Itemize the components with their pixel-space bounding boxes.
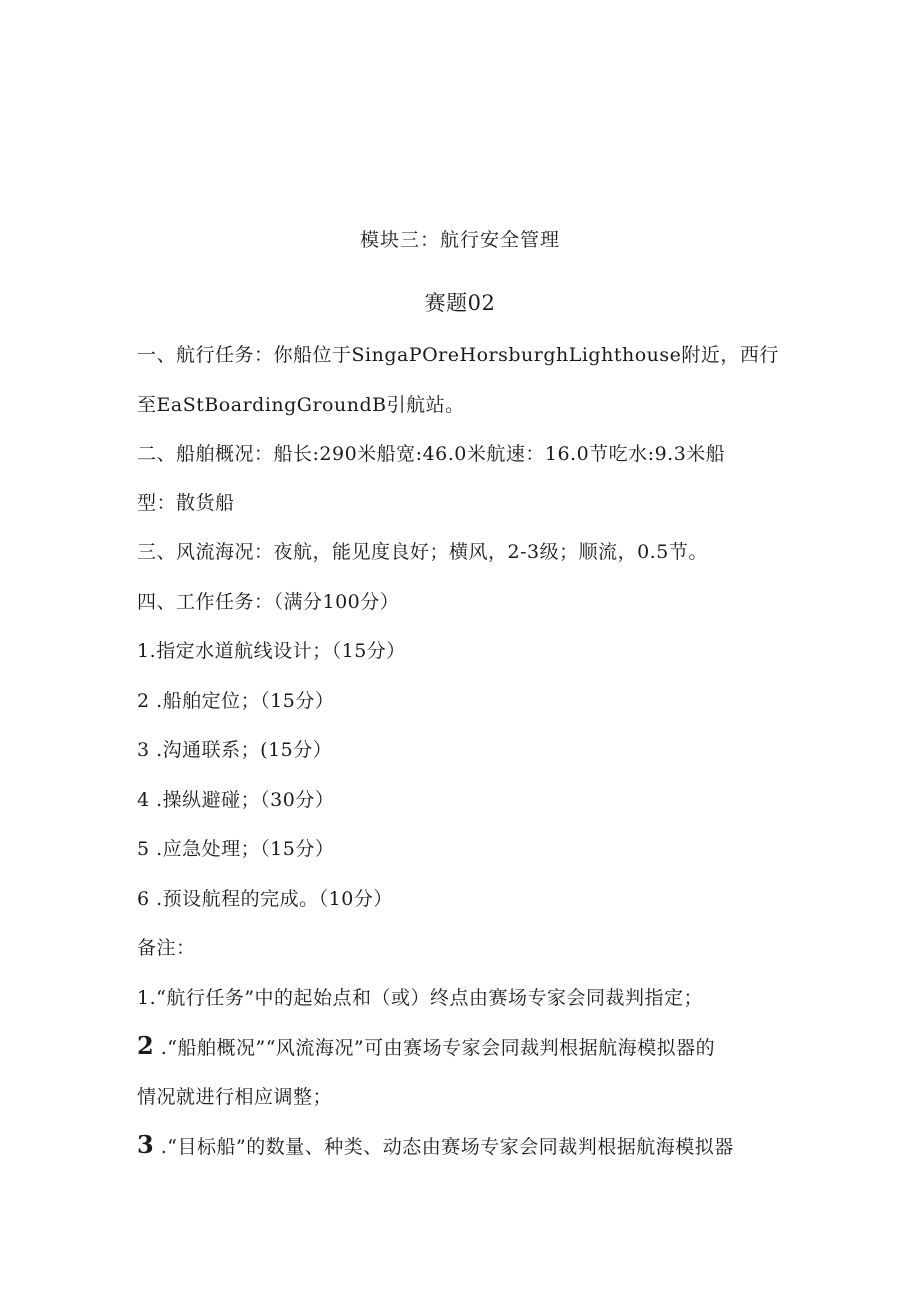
module-title: 模块三：航行安全管理 xyxy=(359,229,560,251)
note-2-text: .“船舶概况”“风流海况”可由赛场专家会同裁判根据航海模拟器的 xyxy=(154,1037,716,1059)
sea-conditions: 三、风流海况：夜航，能见度良好；横风，2-3级；顺流，0.5节。 xyxy=(137,541,708,563)
note-2-line-1 xyxy=(137,1031,716,1060)
task-item: 2 .船舶定位；（15分） xyxy=(137,690,335,712)
exam-title: 赛题02 xyxy=(424,291,496,315)
task-item: 4 .操纵避碰；（30分） xyxy=(137,789,335,811)
note-3-line-1 xyxy=(137,1130,734,1159)
ship-overview-line-2: 型：散货船 xyxy=(137,492,235,514)
note-2-number: 2 xyxy=(137,1031,155,1060)
task-item: 6 .预设航程的完成。（10分） xyxy=(137,888,393,910)
task-item: 3 .沟通联系；(15分） xyxy=(137,739,333,761)
task-item: 1.指定水道航线设计；（15分） xyxy=(137,640,406,662)
navigation-task-line-1: 一、航行任务：你船位于SingaPOreHorsburghLighthouse附近，西行 xyxy=(137,344,779,366)
note-3-text: .“目标船”的数量、种类、动态由赛场专家会同裁判根据航海模拟器 xyxy=(154,1136,734,1158)
ship-overview-line-1: 二、船舶概况：船长:290米船宽:46.0米航速：16.0节吃水:9.3米船 xyxy=(137,443,726,465)
note-2-line-2: 情况就进行相应调整； xyxy=(137,1086,333,1108)
note-3-number: 3 xyxy=(137,1130,155,1159)
note-1: 1.“航行任务”中的起始点和（或）终点由赛场专家会同裁判指定； xyxy=(137,987,704,1009)
task-item: 5 .应急处理；（15分） xyxy=(137,838,335,860)
navigation-task-line-2: 至EaStBoardingGroundB引航站。 xyxy=(137,394,465,416)
work-tasks-heading: 四、工作任务：（满分100分） xyxy=(137,591,400,613)
notes-heading: 备注： xyxy=(137,937,196,959)
